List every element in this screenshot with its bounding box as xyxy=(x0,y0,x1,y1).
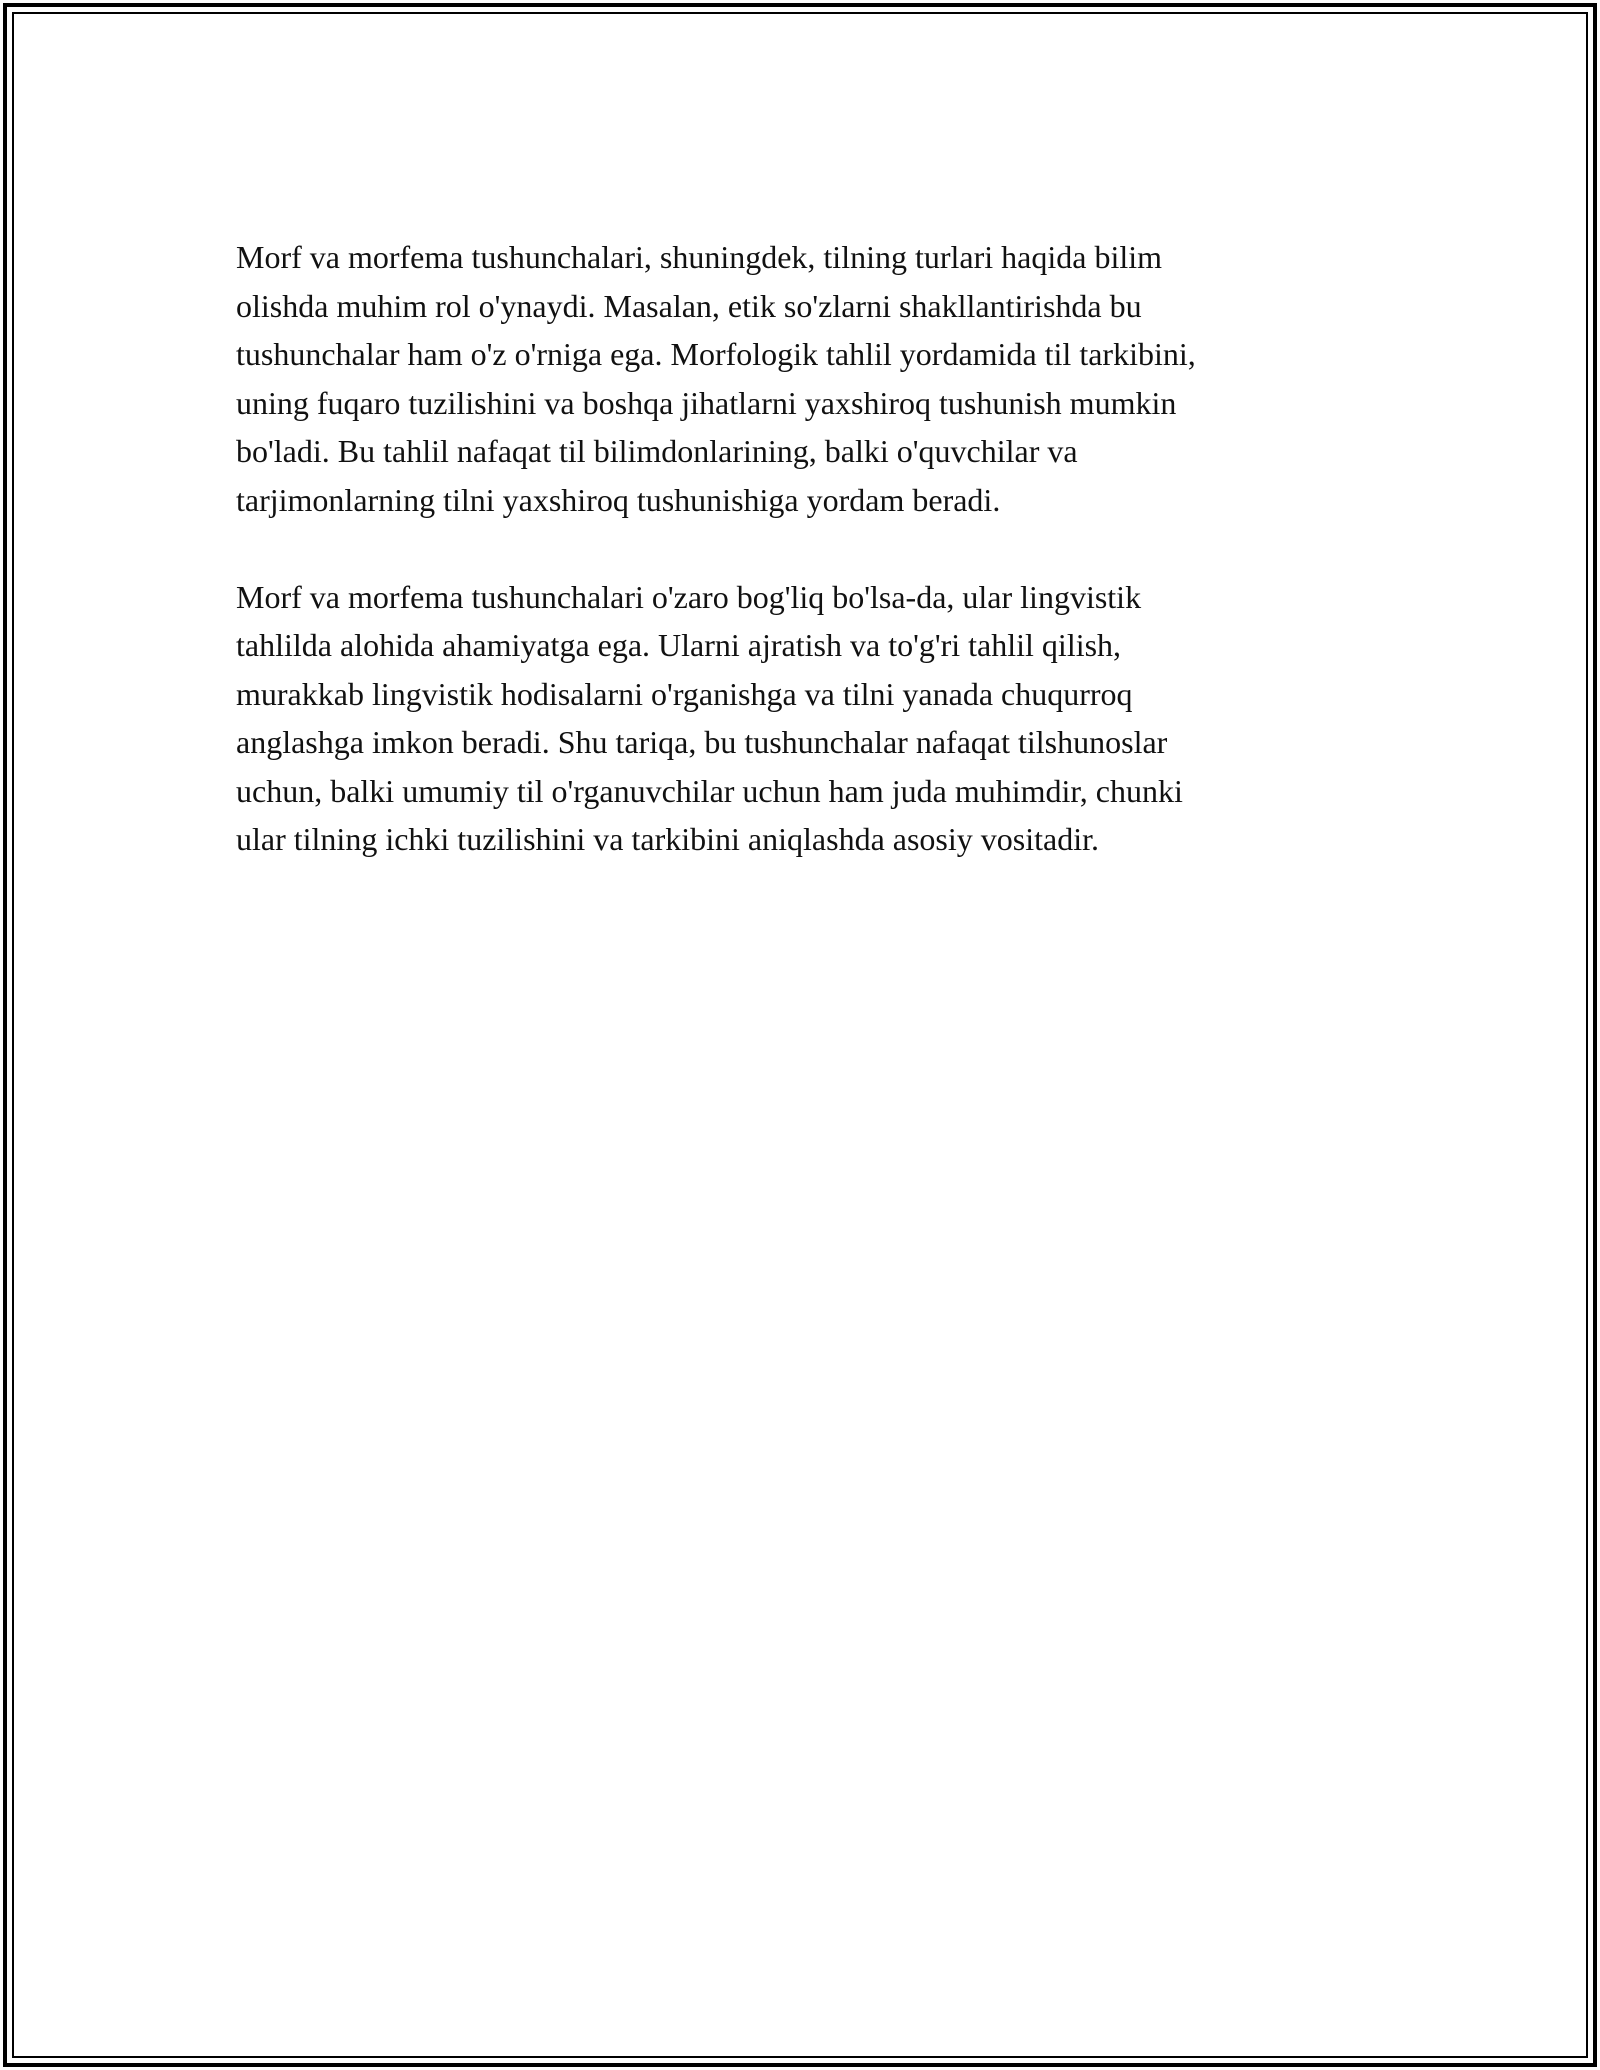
paragraph-line: murakkab lingvistik hodisalarni o'rganishga va tilni yanada chuqurroq xyxy=(236,675,1133,712)
paragraph-line: uchun, balki umumiy til o'rganuvchilar uchun ham juda muhimdir, chunki xyxy=(236,772,1183,809)
paragraph-line: ular tilning ichki tuzilishini va tarkibini aniqlashda asosiy vositadir. xyxy=(236,821,1099,857)
paragraph-line: olishda muhim rol o'ynaydi. Masalan, etik so'zlarni shakllantirishda bu xyxy=(236,287,1142,324)
paragraph-line: tahlilda alohida ahamiyatga ega. Ularni ajratish va to'g'ri tahlil qilish, xyxy=(236,627,1122,663)
paragraph-line: Morf va morfema tushunchalari o'zaro bog'liq bo'lsa-da, ular lingvistik xyxy=(236,578,1142,615)
paragraph-1 xyxy=(236,233,1366,524)
paragraph-line: anglashga imkon beradi. Shu tariqa, bu tushunchalar nafaqat tilshunoslar xyxy=(236,724,1168,760)
paragraph-line: Morf va morfema tushunchalari, shuningdek, tilning turlari haqida bilim xyxy=(236,239,1163,275)
paragraph-line: tushunchalar ham o'z o'rniga ega. Morfologik tahlil yordamida til tarkibini, xyxy=(236,336,1196,372)
paragraph-line: tarjimonlarning tilni yaxshiroq tushunishiga yordam beradi. xyxy=(236,481,1001,518)
paragraph-line: uning fuqaro tuzilishini va boshqa jihatlarni yaxshiroq tushunish mumkin xyxy=(236,384,1177,421)
paragraph-2 xyxy=(236,573,1366,864)
document-body xyxy=(236,233,1366,912)
paragraph-line: bo'ladi. Bu tahlil nafaqat til bilimdonlarining, balki o'quvchilar va xyxy=(236,433,1078,469)
